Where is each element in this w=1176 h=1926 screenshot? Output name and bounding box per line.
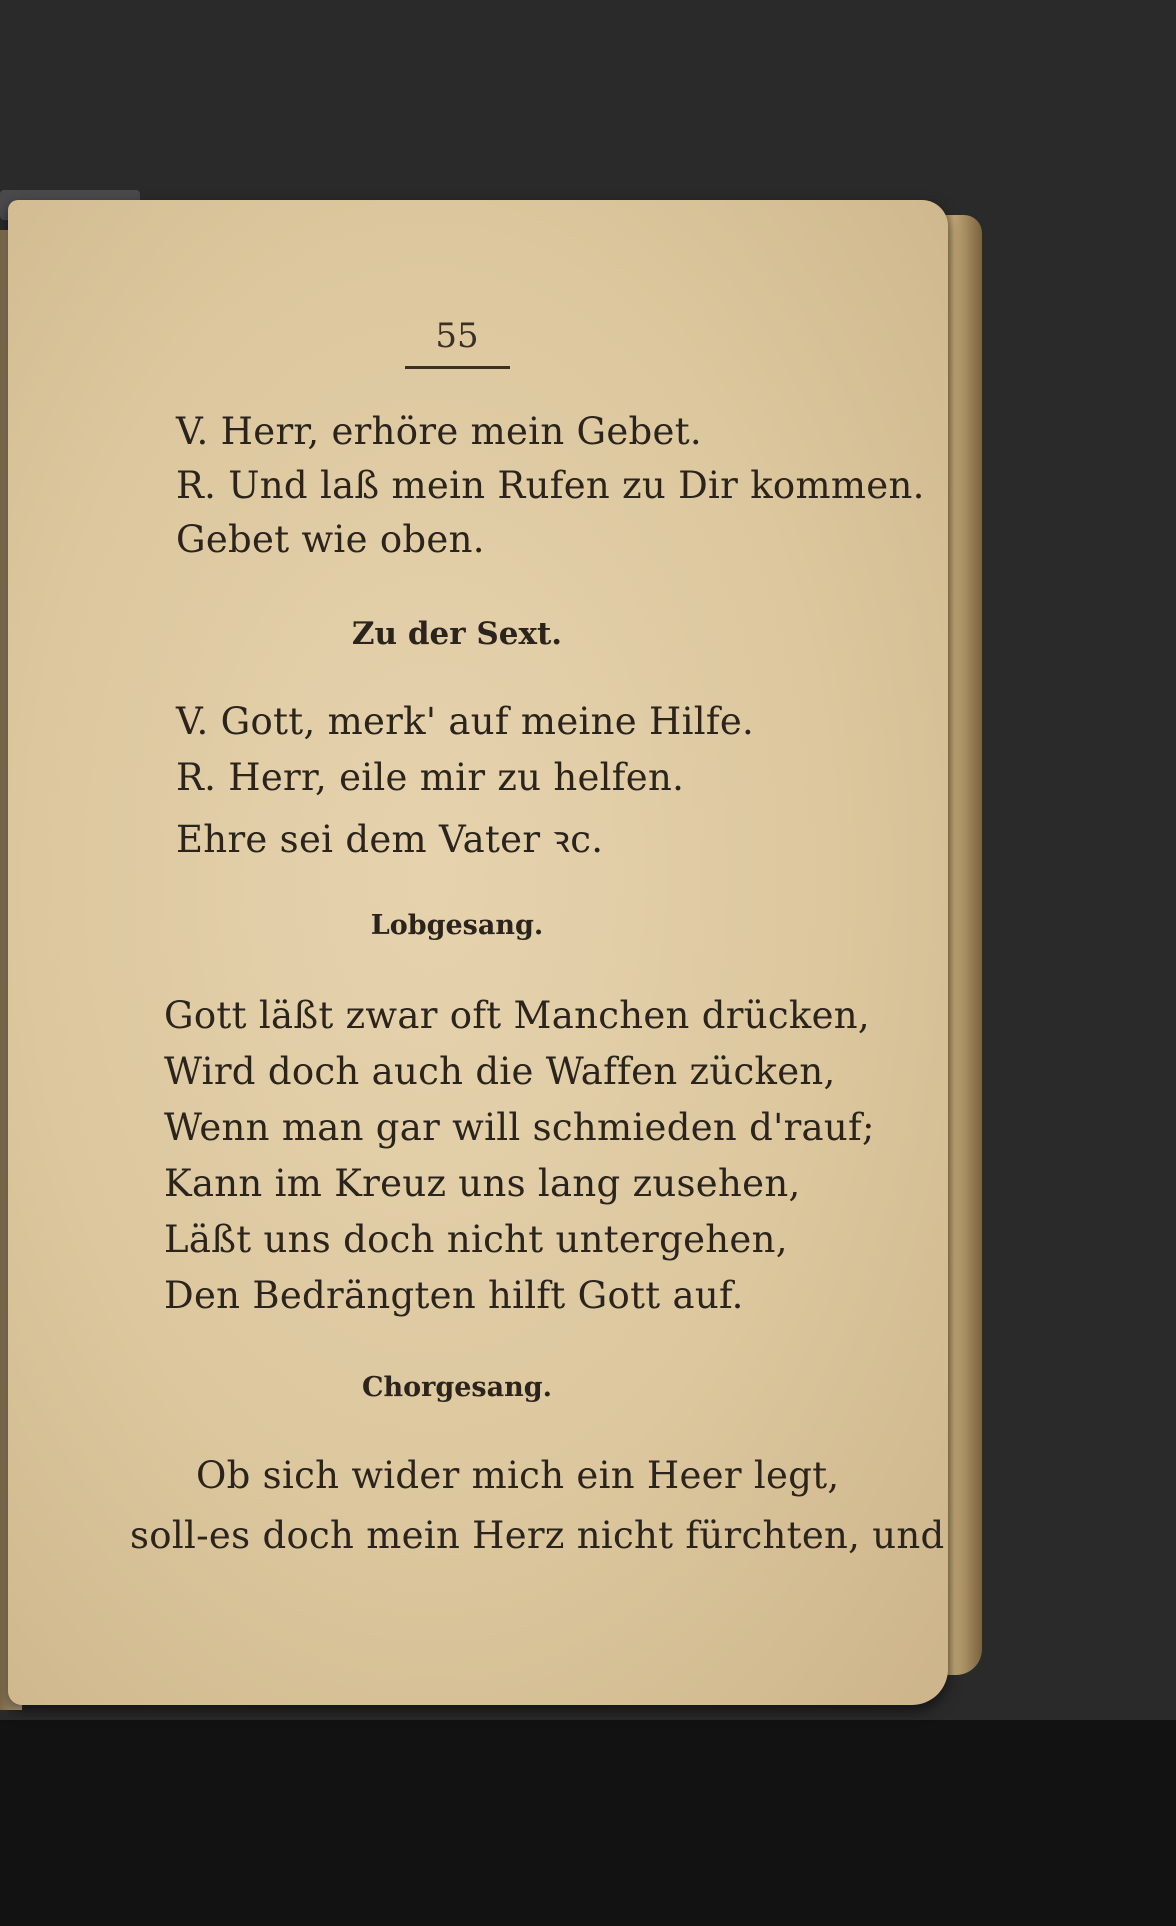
hymn-line: Kann im Kreuz uns lang zusehen, <box>164 1162 801 1205</box>
page-number: 55 <box>435 316 479 356</box>
doxology-line: Ehre sei dem Vater ꝛc. <box>176 818 604 861</box>
chorus-line: soll-es doch mein Herz nicht fürchten, und <box>130 1514 945 1557</box>
verse-line: V. Gott, merk' auf meine Hilfe. <box>176 700 755 743</box>
hymn-line: Den Bedrängten hilft Gott auf. <box>164 1274 744 1317</box>
chorus-line: Ob sich wider mich ein Heer legt, <box>196 1454 840 1497</box>
prayer-line: Gebet wie oben. <box>176 518 485 561</box>
response-line: R. Und laß mein Rufen zu Dir kommen. <box>176 464 925 507</box>
dark-background <box>0 1720 1176 1926</box>
hymn-line: Läßt uns doch nicht untergehen, <box>164 1218 788 1261</box>
section-heading-lobgesang: Lobgesang. <box>370 910 544 941</box>
hymn-line: Wird doch auch die Waffen zücken, <box>164 1050 836 1093</box>
response-line: R. Herr, eile mir zu helfen. <box>176 756 685 799</box>
hymn-line: Wenn man gar will schmieden d'rauf; <box>164 1106 875 1149</box>
section-heading-chorgesang: Chorgesang. <box>361 1372 552 1403</box>
page-number-rule <box>405 366 510 369</box>
verse-line: V. Herr, erhöre mein Gebet. <box>176 410 702 453</box>
hymn-line: Gott läßt zwar oft Manchen drücken, <box>164 994 870 1037</box>
section-heading-sext: Zu der Sext. <box>351 616 563 652</box>
